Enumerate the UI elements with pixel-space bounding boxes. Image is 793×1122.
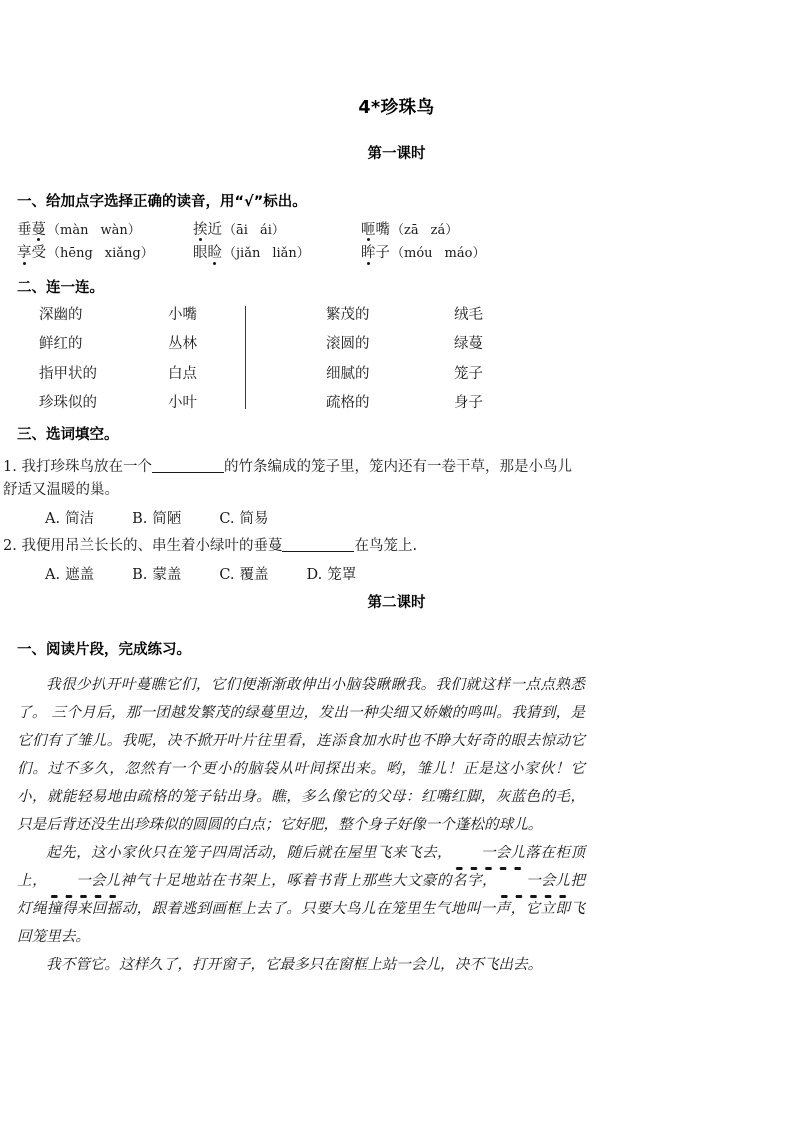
matching-row: [17, 367, 577, 382]
cloze-question-2: [0, 535, 793, 582]
answer-blank[interactable]: [282, 551, 354, 552]
option-c[interactable]: C. 覆盖: [219, 566, 269, 583]
dotted-char: 挨: [193, 221, 208, 238]
match-left-noun[interactable]: 小叶: [168, 395, 197, 412]
pinyin-item[interactable]: [193, 223, 361, 238]
option-b[interactable]: B. 蒙盖: [132, 566, 182, 583]
match-left-noun[interactable]: 丛林: [168, 336, 197, 353]
question-text-after: 在鸟笼上.: [354, 538, 418, 555]
pinyin-readings: （màn wàn）: [47, 222, 141, 238]
question-text: [3, 535, 583, 558]
dotted-char: 咂: [361, 221, 376, 238]
question-text-after: 的竹条编成的笼子里，笼内还有一卷干草，那是小鸟儿舒适又温暖的巢。: [3, 458, 572, 499]
period-two-block: [0, 595, 793, 979]
emphasized-phrase: 一会儿: [452, 839, 525, 867]
question-text: [3, 456, 583, 503]
pinyin-readings: （móu máo）: [391, 246, 486, 262]
pinyin-word: 挨近: [193, 221, 222, 238]
match-right-adjective[interactable]: 细腻的: [326, 365, 370, 382]
dotted-char: 眸: [361, 245, 376, 262]
reading-option-a[interactable]: jiǎn: [236, 246, 261, 262]
reading-passage: [17, 671, 585, 979]
pinyin-item[interactable]: [361, 246, 485, 261]
passage-paragraph: 我不管它。这样久了，打开窗子，它最多只在窗框上站一会儿，决不飞出去。: [46, 955, 543, 973]
reading-option-b[interactable]: zá: [430, 222, 446, 238]
question-number: 1.: [3, 458, 17, 475]
pinyin-readings: （jiǎn liǎn）: [223, 246, 310, 262]
emphasized-phrase: 一会儿: [47, 867, 120, 895]
match-right-noun[interactable]: 身子: [454, 395, 483, 412]
dotted-char: 蔓: [31, 221, 46, 238]
cloze-question-1: [0, 456, 793, 526]
pinyin-row: [17, 223, 793, 238]
match-right-adjective[interactable]: 繁茂的: [326, 306, 370, 323]
match-left-adjective[interactable]: 鲜红的: [39, 336, 83, 353]
option-c[interactable]: C. 简易: [219, 510, 269, 527]
option-a[interactable]: A. 简洁: [45, 510, 95, 527]
option-a[interactable]: A. 遮盖: [45, 566, 95, 583]
section-heading-reading: 一、阅读片段，完成练习。: [17, 641, 191, 658]
dotted-char: 睑: [207, 245, 222, 262]
reading-option-b[interactable]: ái: [259, 222, 272, 238]
match-right-adjective[interactable]: 滚圆的: [326, 336, 370, 353]
pinyin-readings: （zā zá）: [391, 222, 459, 238]
matching-row: [17, 396, 577, 411]
question-number: 2.: [3, 538, 17, 555]
period-one-title: 第一课时: [367, 146, 426, 162]
match-right-noun[interactable]: 绿蔓: [454, 336, 483, 353]
pinyin-word: 咂嘴: [361, 221, 390, 238]
question-text-before: 我便用吊兰长长的、串生着小绿叶的垂蔓: [21, 538, 283, 555]
matching-row: [17, 308, 577, 323]
option-b[interactable]: B. 简陋: [132, 510, 182, 527]
reading-option-a[interactable]: hēng: [60, 246, 93, 262]
option-d[interactable]: D. 笼罩: [306, 566, 357, 583]
reading-option-a[interactable]: màn: [60, 222, 89, 238]
passage-paragraph: 起先，这小家伙只在笼子四周活动，随后就在屋里飞来飞去， 一会儿落在柜顶上， 一会儿神气十足地站在书架上，啄着书背上那些大文豪的名字， 一会儿把灯绳撞得来回摇动，跟着逃到画框上去了。只要大鸟儿在笼里生气地叫一声，它立即飞回笼里去。: [17, 839, 585, 951]
pinyin-word: 享受: [17, 245, 46, 262]
pinyin-item[interactable]: [17, 246, 193, 261]
pinyin-word: 眸子: [361, 245, 390, 262]
match-right-noun[interactable]: 绒毛: [454, 306, 483, 323]
pinyin-item[interactable]: [193, 246, 361, 261]
pinyin-readings: （hēng xiǎng）: [47, 246, 154, 262]
reading-option-b[interactable]: máo: [444, 246, 473, 262]
reading-option-a[interactable]: āi: [236, 222, 248, 238]
dotted-char: 享: [17, 245, 32, 262]
pinyin-item[interactable]: [361, 223, 458, 238]
reading-option-b[interactable]: wàn: [100, 222, 128, 238]
reading-option-a[interactable]: zā: [404, 222, 419, 238]
match-right-noun[interactable]: 笼子: [454, 365, 483, 382]
pinyin-word: 眼睑: [193, 245, 222, 262]
page-title: 4*珍珠鸟: [358, 98, 435, 118]
emphasized-phrase: 一会儿: [497, 867, 570, 895]
pinyin-row: [17, 246, 793, 261]
match-left-noun[interactable]: 白点: [168, 365, 197, 382]
section-heading-cloze: 三、选词填空。: [17, 426, 119, 443]
passage-paragraph: 我很少扒开叶蔓瞧它们，它们便渐渐敢伸出小脑袋瞅瞅我。我们就这样一点点熟悉了。 三个月后，那一团越发繁茂的绿蔓里边，发出一种尖细又娇嫩的鸣叫。我猜到，是它们有了雏儿。我呢，决不掀开叶片往里看，连添食加水时也不睁大好奇的眼去惊动它们。过不多久，忽然有一个更小的脑袋从叶间探出来。哟，雏儿！正是这小家伙！它小，就能轻易地由疏格的笼子钻出身。瞧，多么像它的父母：红嘴红脚，灰蓝色的毛，只是后背还没生出珍珠似的圆圆的白点；它好肥，整个身子好像一个蓬松的球儿。: [17, 675, 585, 833]
match-left-adjective[interactable]: 珍珠似的: [39, 395, 97, 412]
reading-option-a[interactable]: móu: [404, 246, 433, 262]
period-two-title: 第二课时: [367, 595, 426, 612]
section-heading-matching: 二、连一连。: [17, 279, 104, 296]
match-left-noun[interactable]: 小嘴: [168, 306, 197, 323]
answer-blank[interactable]: [152, 472, 224, 473]
pinyin-exercise: [17, 223, 793, 261]
matching-divider: [245, 306, 246, 409]
matching-row: [17, 337, 577, 352]
reading-option-b[interactable]: liǎn: [272, 246, 297, 262]
pinyin-word: 垂蔓: [17, 221, 46, 238]
reading-option-b[interactable]: xiǎng: [104, 246, 141, 262]
match-left-adjective[interactable]: 指甲状的: [39, 365, 97, 382]
pinyin-item[interactable]: [17, 223, 193, 238]
section-heading-pinyin: 一、给加点字选择正确的读音，用“√”标出。: [17, 194, 307, 211]
option-list: [45, 512, 793, 527]
pinyin-readings: （āi ái）: [223, 222, 285, 238]
question-text-before: 我打珍珠鸟放在一个: [21, 458, 152, 475]
matching-exercise: [17, 308, 577, 411]
match-left-adjective[interactable]: 深幽的: [39, 306, 83, 323]
option-list: [45, 568, 793, 583]
match-right-adjective[interactable]: 疏格的: [326, 395, 370, 412]
